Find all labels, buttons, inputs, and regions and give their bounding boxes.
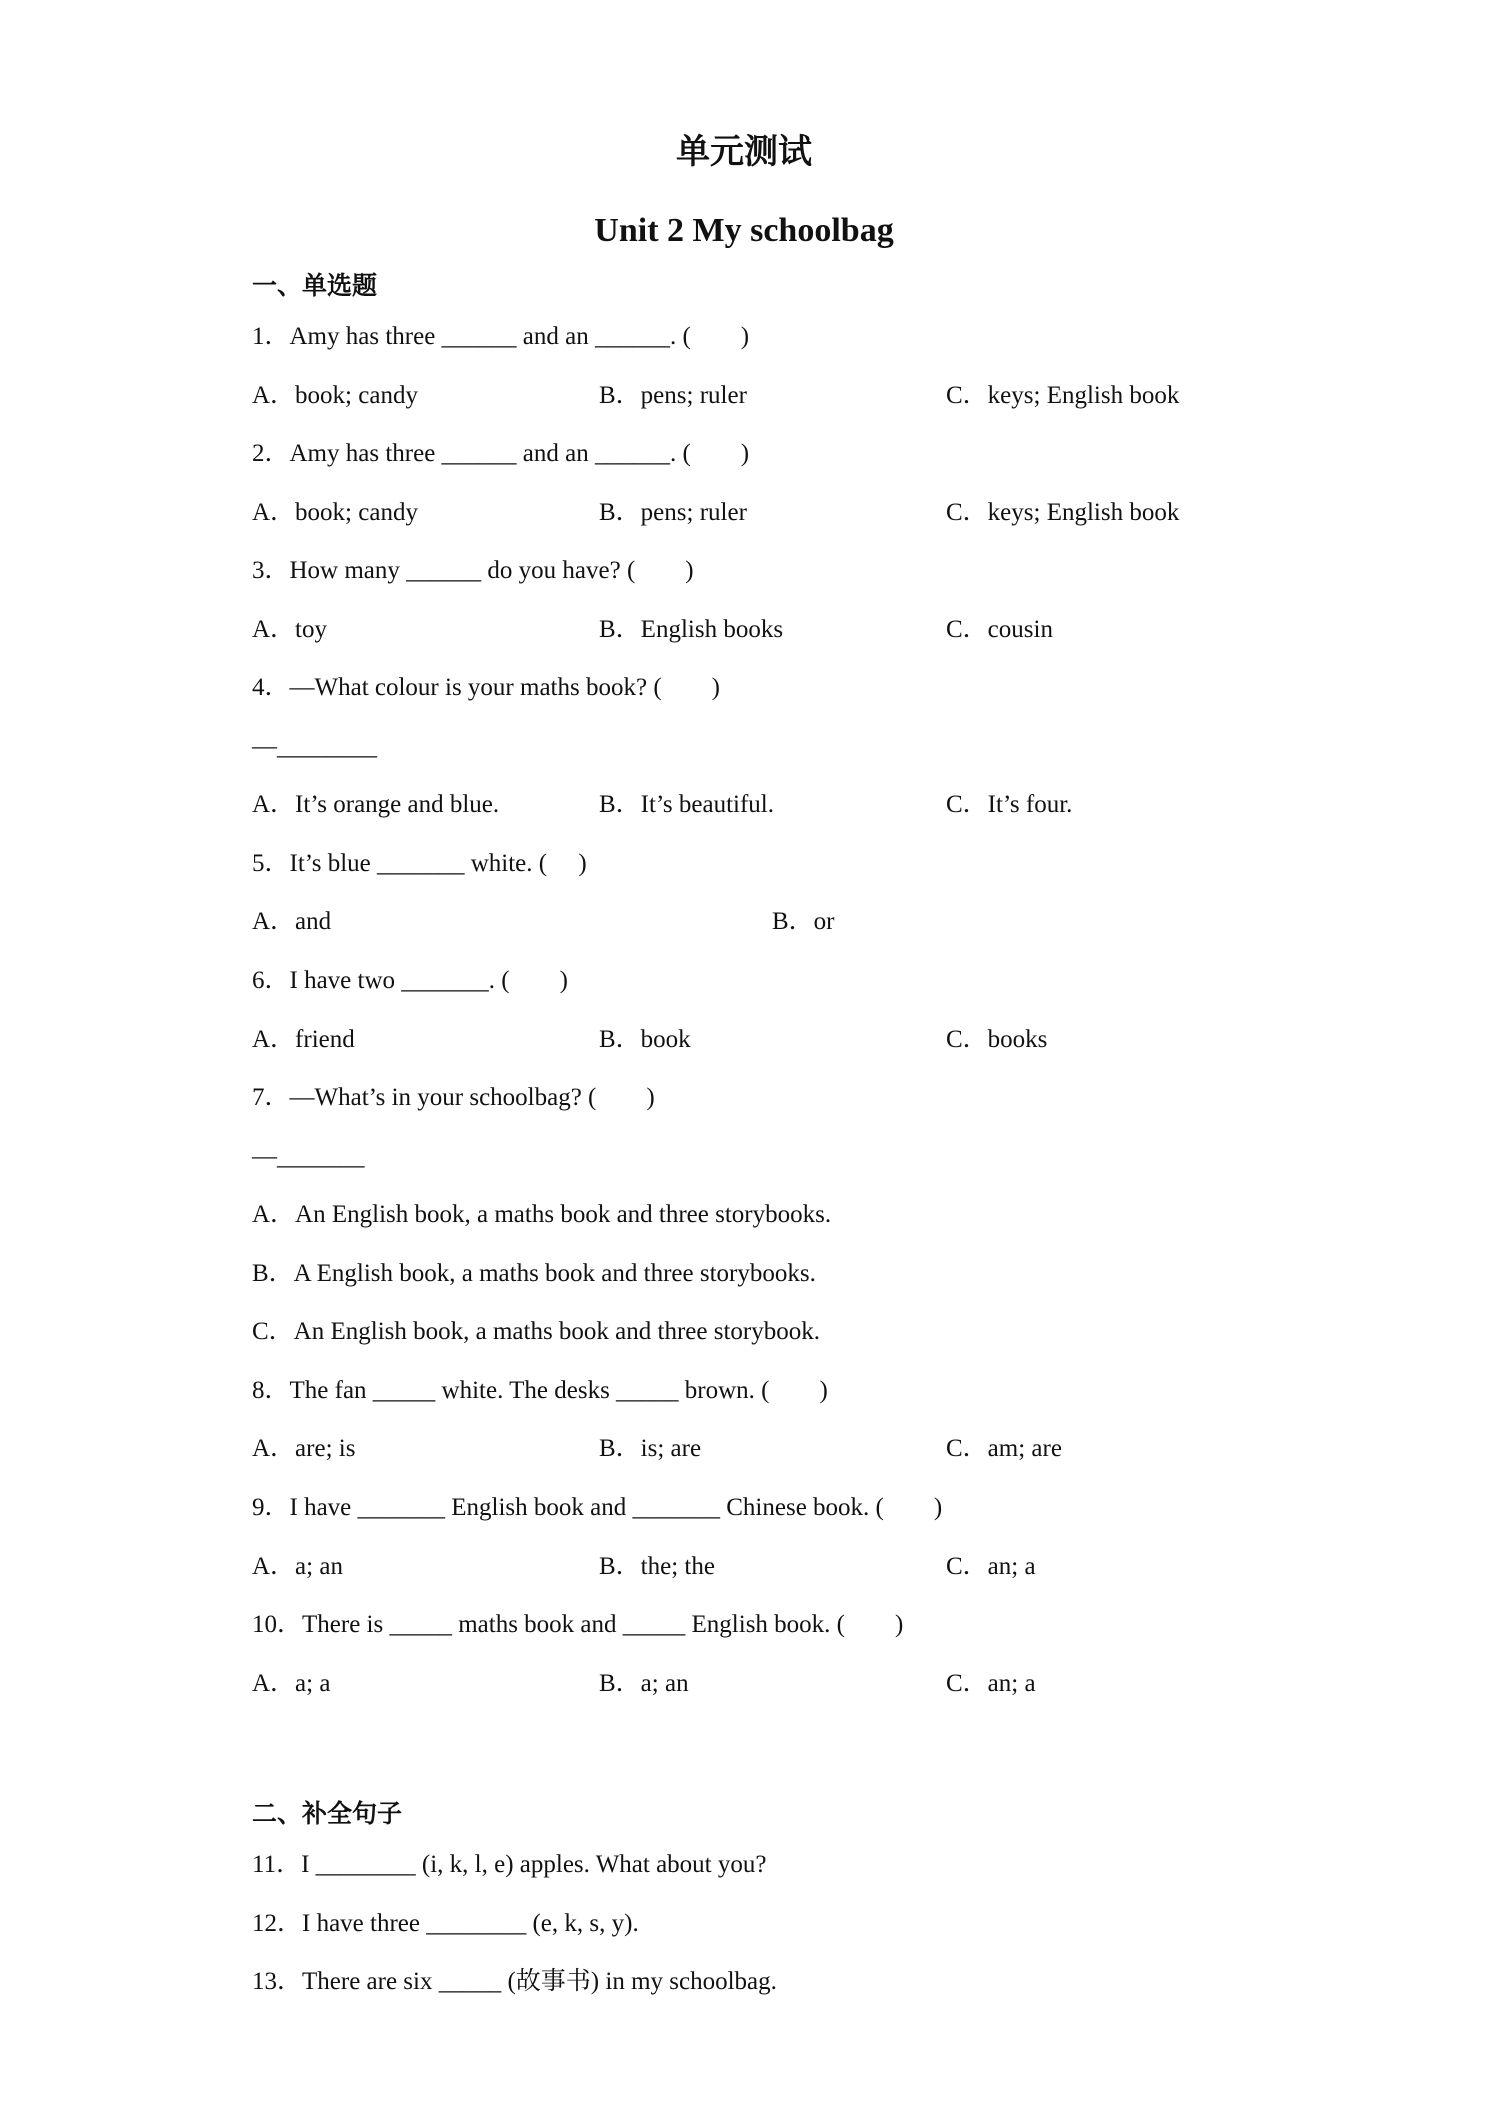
option-b: B．book xyxy=(599,1026,691,1053)
option-a: A．a; a xyxy=(252,1670,331,1697)
question-11: 11．I ________ (i, k, l, e) apples. What about you? xyxy=(252,1851,767,1878)
option-a: A．and xyxy=(252,908,332,935)
option-c: C．books xyxy=(946,1026,1048,1053)
section-heading-single-choice: 一、单选题 xyxy=(252,273,378,300)
option-c: C．It’s four. xyxy=(946,791,1073,818)
unit-subtitle: Unit 2 My schoolbag xyxy=(594,212,894,249)
option-c: C．am; are xyxy=(946,1435,1062,1462)
answer-line: —_______ xyxy=(252,1143,365,1170)
option-a: A．book; candy xyxy=(252,499,418,526)
page-title: 单元测试 xyxy=(676,134,812,171)
option-b: B．pens; ruler xyxy=(599,382,747,409)
section-heading-complete-sentences: 二、补全句子 xyxy=(252,1801,403,1828)
option-a: A．toy xyxy=(252,616,328,643)
option-b: B．English books xyxy=(599,616,784,643)
option-a: A．friend xyxy=(252,1026,355,1053)
option-c: C．an; a xyxy=(946,1553,1036,1580)
question-9: 9．I have _______ English book and _______ Chinese book. ( ) xyxy=(252,1494,943,1521)
question-13: 13．There are six _____ (故事书) in my schoolbag. xyxy=(252,1968,777,1995)
question-7: 7．—What’s in your schoolbag? ( ) xyxy=(252,1084,655,1111)
question-3: 3．How many ______ do you have? ( ) xyxy=(252,557,694,584)
option-c: C．keys; English book xyxy=(946,382,1180,409)
option-a: A．book; candy xyxy=(252,382,418,409)
option-a: A．An English book, a maths book and three storybooks. xyxy=(252,1201,832,1228)
option-b: B．pens; ruler xyxy=(599,499,747,526)
option-b: B．A English book, a maths book and three storybooks. xyxy=(252,1260,816,1287)
option-b: B．the; the xyxy=(599,1553,715,1580)
question-8: 8．The fan _____ white. The desks _____ brown. ( ) xyxy=(252,1377,828,1404)
option-c: C．keys; English book xyxy=(946,499,1180,526)
question-4: 4．—What colour is your maths book? ( ) xyxy=(252,674,720,701)
option-a: A．are; is xyxy=(252,1435,356,1462)
answer-line: —________ xyxy=(252,733,377,760)
option-a: A．It’s orange and blue. xyxy=(252,791,500,818)
option-a: A．a; an xyxy=(252,1553,343,1580)
question-1: 1．Amy has three ______ and an ______. ( ) xyxy=(252,323,750,350)
option-b: B．is; are xyxy=(599,1435,702,1462)
question-10: 10．There is _____ maths book and _____ English book. ( ) xyxy=(252,1611,904,1638)
option-b: B．It’s beautiful. xyxy=(599,791,774,818)
question-6: 6．I have two _______. ( ) xyxy=(252,967,568,994)
option-b: B．or xyxy=(772,908,835,935)
option-c: C．An English book, a maths book and three storybook. xyxy=(252,1318,820,1345)
option-c: C．cousin xyxy=(946,616,1053,643)
option-b: B．a; an xyxy=(599,1670,689,1697)
question-5: 5．It’s blue _______ white. ( ) xyxy=(252,850,587,877)
option-c: C．an; a xyxy=(946,1670,1036,1697)
question-12: 12．I have three ________ (e, k, s, y). xyxy=(252,1910,639,1937)
question-2: 2．Amy has three ______ and an ______. ( ) xyxy=(252,440,750,467)
